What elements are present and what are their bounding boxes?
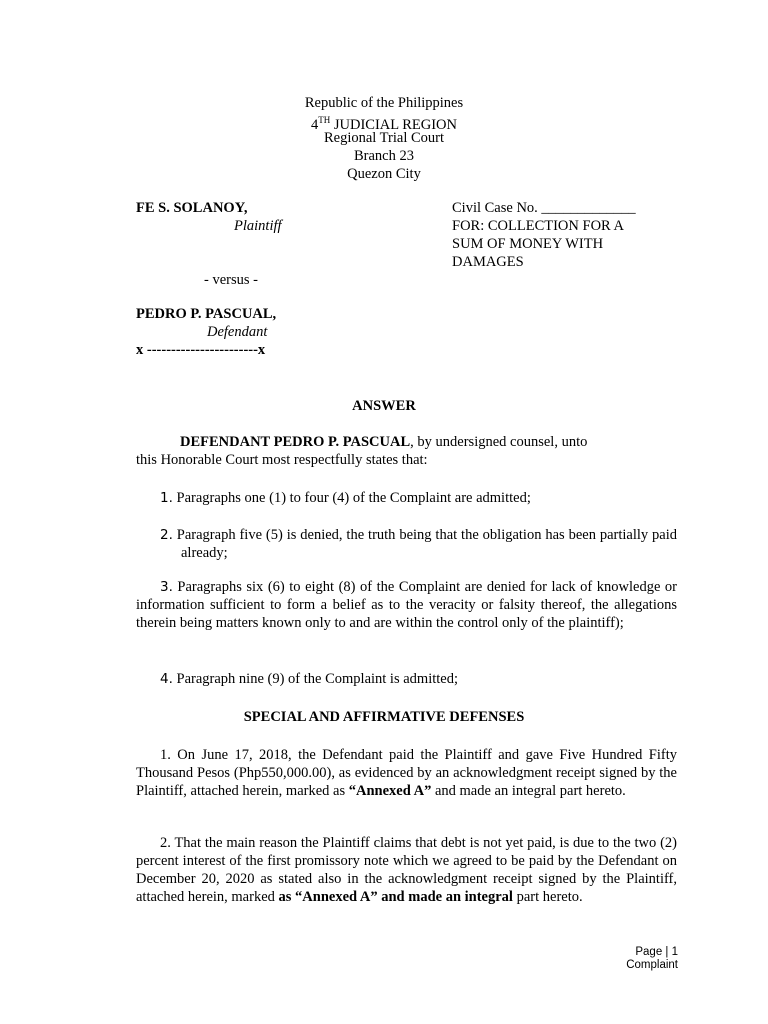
- header-region: 4TH JUDICIAL REGION: [311, 115, 457, 133]
- defendant-name: PEDRO P. PASCUAL,: [136, 306, 277, 322]
- plaintiff-name: FE S. SOLANOY,: [136, 200, 248, 216]
- defendant-role: Defendant: [207, 324, 268, 340]
- answer-item-4: 4. Paragraph nine (9) of the Complaint is admitted;: [160, 671, 458, 687]
- header-court: Regional Trial Court: [323, 130, 445, 146]
- case-nature-line1: FOR: COLLECTION FOR A: [452, 218, 625, 234]
- caption-closing: x -----------------------x: [136, 342, 266, 358]
- plaintiff-role: Plaintiff: [234, 218, 282, 234]
- document-title: ANSWER: [352, 398, 416, 414]
- header-country: Republic of the Philippines: [304, 95, 464, 111]
- defense-paragraph-1: 1. On June 17, 2018, the Defendant paid the Plaintiff and gave Five Hundred Fifty Thousand Pesos (Php550,000.00), as evidenced by an acknowledgment receipt signed by the Plaintiff, attached herein, marked as “Annexed A” and made an integral part hereto.: [136, 747, 677, 799]
- header-city: Quezon City: [347, 166, 421, 182]
- page-footer: [626, 946, 678, 972]
- defense-paragraph-2: 2. That the main reason the Plaintiff claims that debt is not yet paid, is due to the two (2) percent interest of the first promissory note which we agreed to be paid by the Defendant on December 20, 2020 as stated also in the acknowledgment receipt signed by the Plaintiff, attached herein, marked as “Annexed A” and made an integral part hereto.: [136, 835, 677, 905]
- intro-paragraph: DEFENDANT PEDRO P. PASCUAL, by undersigned counsel, unto this Honorable Court most respectfully states that:: [136, 434, 588, 468]
- case-nature-line2: SUM OF MONEY WITH: [452, 236, 604, 252]
- answer-item-3: 3. Paragraphs six (6) to eight (8) of the Complaint are denied for lack of knowledge or information sufficient to form a belief as to the veracity or falsity thereof, the allegations therein being matters known only to and are within the control only of the plaintiff);: [136, 579, 677, 631]
- answer-item-1: 1. Paragraphs one (1) to four (4) of the Complaint are admitted;: [160, 490, 531, 506]
- header-branch: Branch 23: [354, 148, 414, 164]
- page-number: Page | 1: [635, 946, 678, 958]
- versus-text: - versus -: [204, 272, 258, 288]
- section-title: SPECIAL AND AFFIRMATIVE DEFENSES: [243, 709, 525, 725]
- case-nature-line3: DAMAGES: [452, 254, 524, 270]
- footer-doc-label: Complaint: [626, 959, 678, 971]
- answer-item-2: 2. Paragraph five (5) is denied, the truth being that the obligation has been partially paid already;: [160, 527, 678, 561]
- civil-case-number: Civil Case No. _____________: [452, 200, 636, 216]
